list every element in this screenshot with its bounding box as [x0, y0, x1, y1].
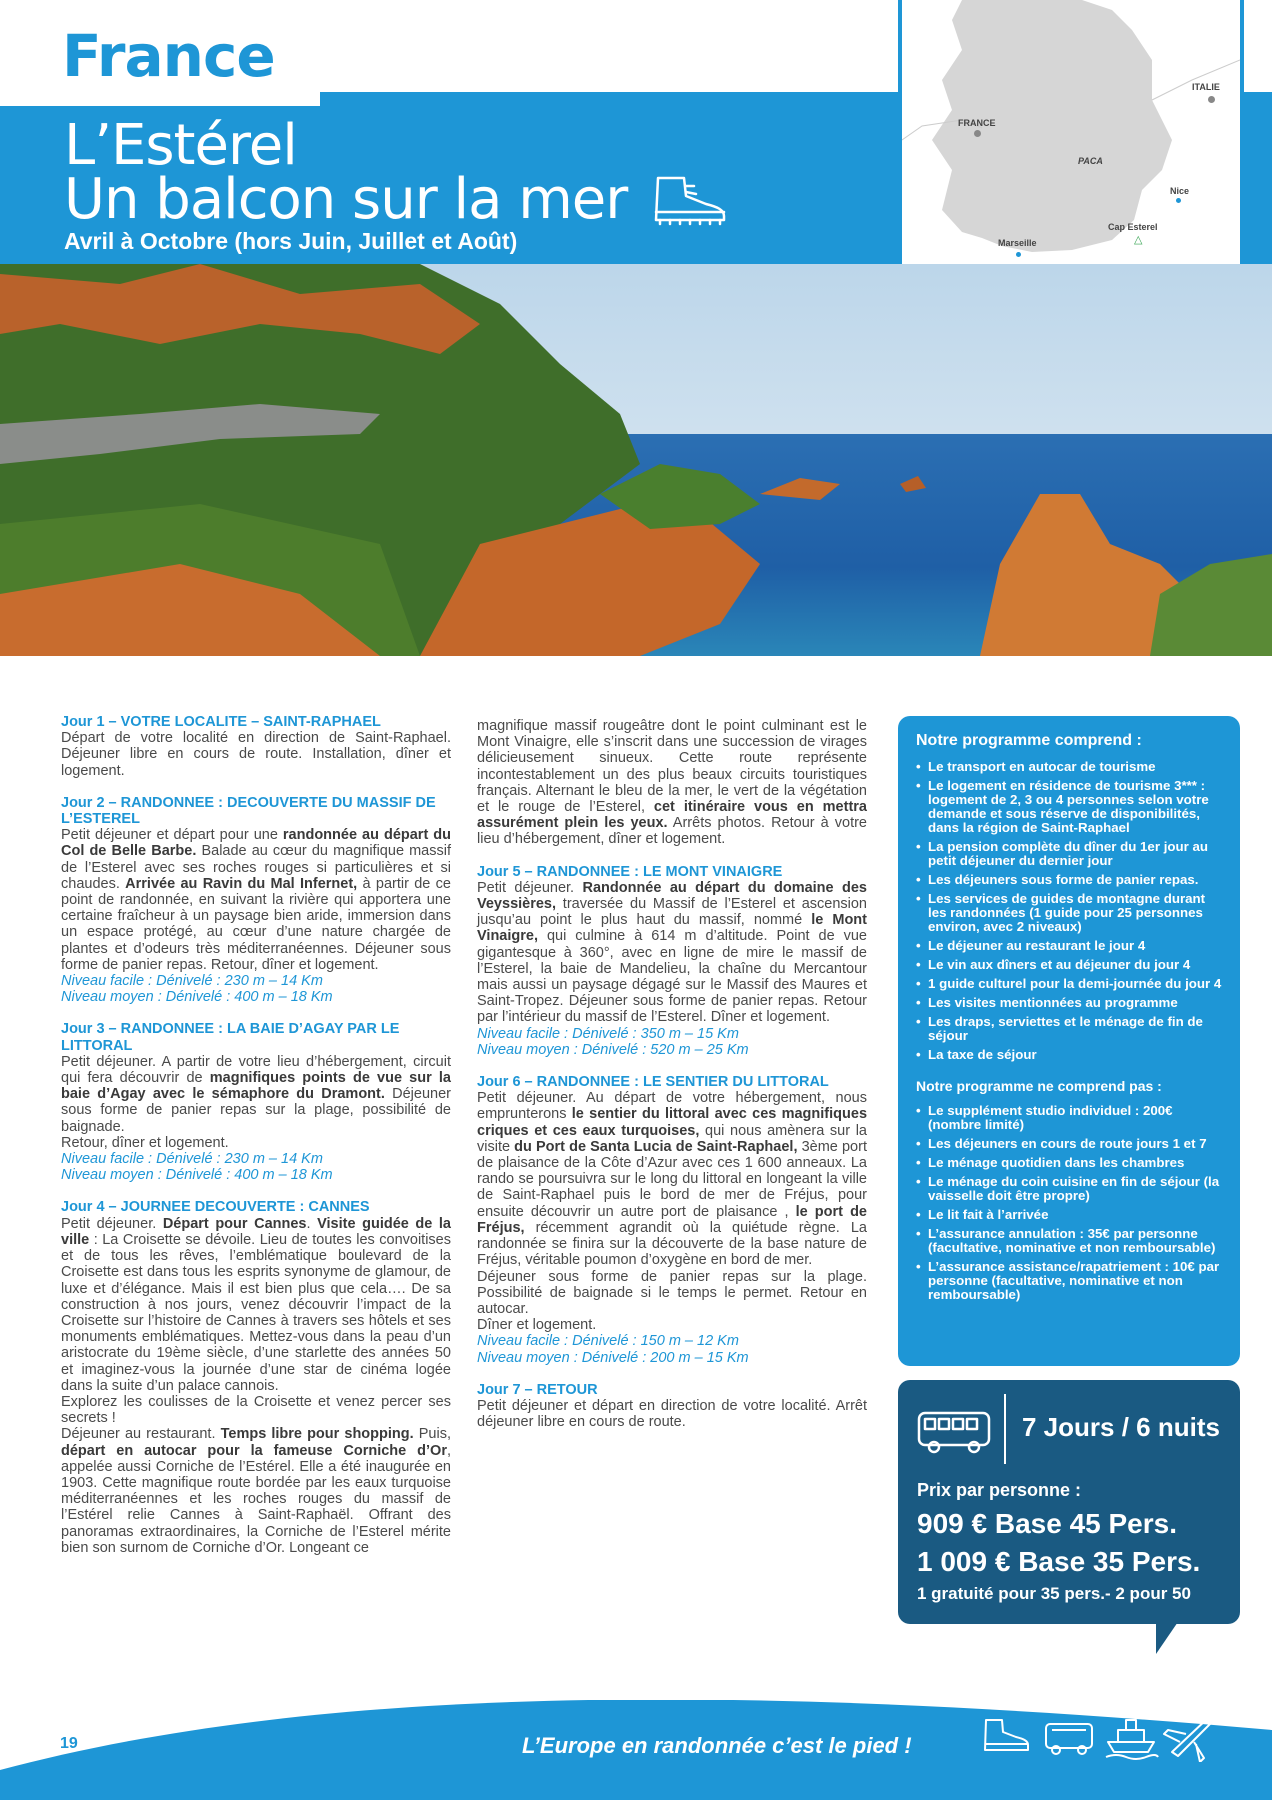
footer-icons [982, 1712, 1218, 1762]
day-4-text-part: . [306, 1215, 318, 1232]
day-5-level-medium: Niveau moyen : Dénivelé : 520 m – 25 Km [477, 1041, 749, 1058]
landscape-illustration [0, 264, 1272, 656]
day-4-text [61, 1216, 451, 1394]
map-pin-icon [1016, 252, 1021, 257]
map-label-paca: PACA [1078, 156, 1103, 166]
price-box [898, 1380, 1240, 1624]
day-5-text-part: Petit déjeuner. [477, 879, 583, 896]
price-45: 909 € Base 45 Pers. [917, 1508, 1177, 1539]
excludes-title: Notre programme ne comprend pas : [916, 1078, 1162, 1094]
includes-item: • Les déjeuners sous forme de panier repas. [916, 873, 1222, 887]
free-places-note: 1 gratuité pour 35 pers.- 2 pour 50 [917, 1584, 1191, 1603]
day-4-text-3 [61, 1426, 451, 1556]
excludes-item: • Le ménage quotidien dans les chambres [916, 1156, 1222, 1170]
includes-list [916, 760, 1222, 1062]
day-6-text-2: Déjeuner sous forme de panier repas sur la plage. Possibilité de baignade si le temps le permet. Retour en autocar. [477, 1268, 867, 1317]
day-4-highlight: Départ pour Cannes [162, 1215, 307, 1232]
includes-item: • Les services de guides de montagne durant les randonnées (1 guide pour 25 personnes environ, avec 2 niveaux) [916, 892, 1222, 934]
day-5-highlight: Randonnée au départ du domaine des Veyssières, [477, 879, 867, 913]
price-per-person-label: Prix par personne : [917, 1480, 1082, 1500]
map-label-nice: Nice [1170, 186, 1190, 196]
includes-item: • La taxe de séjour [916, 1048, 1222, 1062]
day-4-highlight: départ en autocar pour la fameuse Corniche d’Or [61, 1442, 447, 1459]
excludes-item: • L’assurance annulation : 35€ par personne (facultative, nominative et non remboursable) [916, 1227, 1222, 1255]
duration-label: 7 Jours / 6 nuits [1022, 1412, 1220, 1442]
program-box [898, 716, 1240, 1366]
includes-title: Notre programme comprend : [916, 732, 1142, 749]
day-2-text [61, 827, 451, 973]
country-title: France [62, 22, 275, 90]
day-5-level-easy: Niveau facile : Dénivelé : 350 m – 15 Km [477, 1025, 739, 1042]
day-4-text-part: Arrêts photos. Retour à votre lieu d’hébergement, dîner et logement. [477, 815, 867, 848]
day-6-level-medium: Niveau moyen : Dénivelé : 200 m – 15 Km [477, 1349, 749, 1366]
day-6-text-3: Dîner et logement. [477, 1317, 597, 1334]
day-2-heading: Jour 2 – RANDONNEE : DECOUVERTE DU MASSIF DE L’ESTEREL [61, 794, 436, 828]
page-number: 19 [60, 1735, 78, 1752]
excludes-item: • Le lit fait à l’arrivée [916, 1208, 1222, 1222]
includes-item: • Le transport en autocar de tourisme [916, 760, 1222, 774]
day-6-text-part: 3ème port de plaisance de la Côte d’Azur avec ces 1 600 anneaux. La rando se poursuivra sur le long du littoral en longeant la ville de Saint-Raphael puis le bord de mer de Fréjus, pour ensuite découvrir un autre port de plaisance , [477, 1138, 867, 1220]
day-3-heading: Jour 3 – RANDONNEE : LA BAIE D’AGAY PAR LE LITTORAL [61, 1021, 400, 1054]
map-pin-icon [974, 130, 981, 137]
day-2-text-part: à partir de ce point de randonnée, en suivant la rivière qui apportera une certaine fraîcheur à un paysage bien aride, immersion dans un espace protégé, au cœur d’une nature chargée de plantes et d’odeurs très méditerranéennes. Déjeuner sous forme de panier repas. Retour, dîner et logement. [61, 875, 451, 973]
day-5-highlight: le Mont Vinaigre, [477, 912, 867, 945]
day-4-text-part: Petit déjeuner. [61, 1215, 163, 1232]
hiking-boot-icon [650, 174, 730, 226]
season-subtitle: Avril à Octobre (hors Juin, Juillet et Août) [64, 228, 518, 254]
excludes-item: • Les déjeuners en cours de route jours 1 et 7 [916, 1137, 1222, 1151]
day-3-text-part: Déjeuner sous forme de panier repas sur la plage, possibilité de baignade. [61, 1086, 451, 1135]
price-separator [1004, 1394, 1006, 1464]
plane-icon [1164, 1716, 1214, 1762]
day-6-text [477, 1090, 867, 1268]
includes-item: • Le logement en résidence de tourisme 3*** : logement de 2, 3 ou 4 personnes selon votre demande et sous réserve de disponibilités, dans la région de Saint-Raphael [916, 779, 1222, 835]
includes-item: • Les visites mentionnées au programme [916, 996, 1222, 1010]
day-6-heading: Jour 6 – RANDONNEE : LE SENTIER DU LITTORAL [477, 1074, 829, 1091]
map-pin-icon [1176, 198, 1181, 203]
country-box [0, 0, 320, 106]
map-label-cap-esterel: Cap Esterel [1108, 222, 1158, 232]
day-2-highlight: Arrivée au Ravin du Mal Infernet, [125, 875, 358, 892]
day-6-highlight: du Port de Santa Lucia de Saint-Raphael, [514, 1138, 798, 1155]
map-shape [902, 0, 1240, 300]
day-4-text-part: : La Croisette se dévoile. Lieu de toutes les convoitises et de tous les rêves, l’emblématique boulevard de la Croisette est dans tous les esprits synonyme de glamour, de luxe et d’élégance. Mais il est bien plus que cela…. De sa construction à nos jours, venez découvrir l’impact de la Croisette sur l’histoire de Cannes à travers ses hôtels et ses monuments emblématiques. Mettez-vous dans la peau d’un aristocrate du 19ème siècle, d’une starlette des années 50 et imaginez-vous la journée d’une star de cinéma logée dans la suite d’un palace cannois. [61, 1231, 451, 1394]
excludes-list [916, 1104, 1222, 1302]
day-3-level-easy: Niveau facile : Dénivelé : 230 m – 14 Km [61, 1151, 323, 1168]
day-6-highlight: le sentier du littoral avec ces magnifiques criques et ces eaux turquoises, [477, 1106, 868, 1139]
day-6-level-easy: Niveau facile : Dénivelé : 150 m – 12 Km [477, 1333, 739, 1350]
day-4 [61, 1199, 451, 1555]
excludes-item: • L’assurance assistance/rapatriement : 10€ par personne (facultative, nominative et non remboursable) [916, 1260, 1222, 1302]
map-label-marseille: Marseille [998, 238, 1037, 248]
footer-slogan: L’Europe en randonnée c’est le pied ! [522, 1733, 912, 1758]
day-7-heading: Jour 7 – RETOUR [477, 1381, 598, 1398]
page-title-line1: L’Estérel [64, 113, 297, 178]
map-pin-icon [1208, 96, 1215, 103]
day-3-text [61, 1054, 451, 1135]
day-6 [477, 1074, 867, 1366]
excludes-item: • Le ménage du coin cuisine en fin de séjour (la vaisselle doit être propre) [916, 1175, 1222, 1203]
day-7-text: Petit déjeuner et départ en direction de votre localité. Arrêt déjeuner libre en cours de route. [477, 1397, 867, 1431]
day-4-highlight: Visite guidée de la ville [61, 1215, 451, 1248]
day-3 [61, 1021, 451, 1183]
day-6-text-part: qui nous amènera sur la visite [477, 1122, 867, 1155]
day-5 [477, 864, 867, 1058]
day-5-heading: Jour 5 – RANDONNEE : LE MONT VINAIGRE [477, 863, 783, 880]
day-6-text-part: Petit déjeuner. Au départ de votre hébergement, nous emprunterons [477, 1090, 867, 1123]
itinerary-column-2 [477, 718, 867, 1446]
map-label-france: FRANCE [958, 118, 996, 128]
hiker-icon: △ [1134, 234, 1143, 246]
day-4-text-2: Explorez les coulisses de la Croisette et venez percer ses secrets ! [61, 1393, 451, 1427]
day-4-text-4 [477, 718, 867, 848]
landscape-photo [0, 264, 1272, 656]
day-4-text-part: Puis, [413, 1426, 451, 1443]
day-6-highlight: le port de Fréjus, [477, 1203, 867, 1236]
day-4-text-part: , appelée aussi Corniche de l’Estérel. Elle a été inaugurée en 1903. Cette magnifique route bordée par les eaux turquoise méditerranéennes et les roches rouges du massif de l’Estérel relie Cannes à Saint-Raphaël. Offrant des panoramas extraordinaires, la Corniche de l’Esterel mérite bien son surnom de Corniche d’Or. Longeant ce [61, 1442, 451, 1556]
includes-item: • La pension complète du dîner du 1er jour au petit déjeuner du dernier jour [916, 840, 1222, 868]
speech-tail [1156, 1616, 1182, 1654]
day-5-text-part: qui culmine à 614 m d’altitude. Point de vue gigantesque à 360°, avec en ligne de mire le massif de l’Esterel, la baie de Mandelieu, la chaîne du Mercantour mais aussi un paysage dégagé sur le Massif des Maures et Saint-Tropez. Déjeuner sous forme de panier repas. Retour par l’intérieur du massif de l’Esterel. Dîner et logement. [477, 928, 867, 1026]
day-7 [477, 1382, 867, 1431]
day-2-text-part: Petit déjeuner et départ pour une [61, 827, 283, 844]
includes-item: • Le déjeuner au restaurant le jour 4 [916, 939, 1222, 953]
day-6-text-part: récemment agrandit où la quiétude règne. La randonnée se finira sur la découverte de la base nature de Fréjus, véritable poumon d’oxygène en bord de mer. [477, 1219, 867, 1269]
day-4-highlight: Temps libre pour shopping. [220, 1426, 414, 1443]
includes-item: • Le vin aux dîners et au déjeuner du jour 4 [916, 958, 1222, 972]
itinerary-column-1 [61, 714, 451, 1572]
day-3-level-medium: Niveau moyen : Dénivelé : 400 m – 18 Km [61, 1167, 333, 1184]
day-2-text-part: Balade au cœur du magnifique massif de l’Esterel avec ses roches rouges si particulières et si chaudes. [61, 843, 451, 892]
day-5-text-part: traversée du Massif de l’Esterel et ascension jusqu’au point le plus haut du massif, nommé [477, 896, 867, 929]
day-4-heading: Jour 4 – JOURNEE DECOUVERTE : CANNES [61, 1199, 370, 1216]
day-2-level-medium: Niveau moyen : Dénivelé : 400 m – 18 Km [61, 989, 333, 1006]
day-1-heading: Jour 1 – VOTRE LOCALITE – SAINT-RAPHAEL [61, 714, 381, 730]
includes-item: • 1 guide culturel pour la demi-journée du jour 4 [916, 977, 1222, 991]
day-5-text [477, 880, 867, 1026]
day-2-level-easy: Niveau facile : Dénivelé : 230 m – 14 Km [61, 973, 323, 990]
day-4-text-part: Déjeuner au restaurant. [61, 1426, 221, 1443]
includes-item: • Les draps, serviettes et le ménage de fin de séjour [916, 1015, 1222, 1043]
bus-icon [1046, 1724, 1092, 1754]
day-3-text-part: Petit déjeuner. A partir de votre lieu d’hébergement, circuit qui fera découvrir de [61, 1053, 451, 1087]
day-4-continued [477, 718, 867, 848]
price-35: 1 009 € Base 35 Pers. [917, 1546, 1201, 1577]
region-map [898, 0, 1244, 306]
excludes-item: • Le supplément studio individuel : 200€ (nombre limité) [916, 1104, 1222, 1132]
ferry-icon [1106, 1720, 1158, 1759]
day-1 [61, 714, 451, 779]
map-label-italie: ITALIE [1192, 82, 1220, 92]
day-4-text-part: magnifique massif rougeâtre dont le point culminant est le Mont Vinaigre, elle s’inscrit dans une succession de virages délicieusement sinueux. Cette route représente incontestablement un des plus beaux circuits touristiques français. Alternant le bleu de la mer, le vert de la végétation et le rouge de l’Esterel, [477, 718, 867, 816]
day-3-highlight: magnifiques points de vue sur la baie d’Agay avec le sémaphore du Dramont. [61, 1070, 452, 1103]
day-2 [61, 795, 451, 1006]
day-2-highlight: randonnée au départ du Col de Belle Barbe. [61, 827, 451, 860]
day-4-highlight: cet itinéraire vous en mettra assurément plein les yeux. [477, 799, 867, 832]
bus-icon [916, 1408, 994, 1456]
day-1-text: Départ de votre localité en direction de Saint-Raphael. Déjeuner libre en cours de route. Installation, dîner et logement. [61, 730, 451, 779]
page-title-line2: Un balcon sur la mer [64, 167, 628, 232]
hiking-boot-icon [985, 1720, 1028, 1750]
day-3-text-end: Retour, dîner et logement. [61, 1134, 229, 1151]
